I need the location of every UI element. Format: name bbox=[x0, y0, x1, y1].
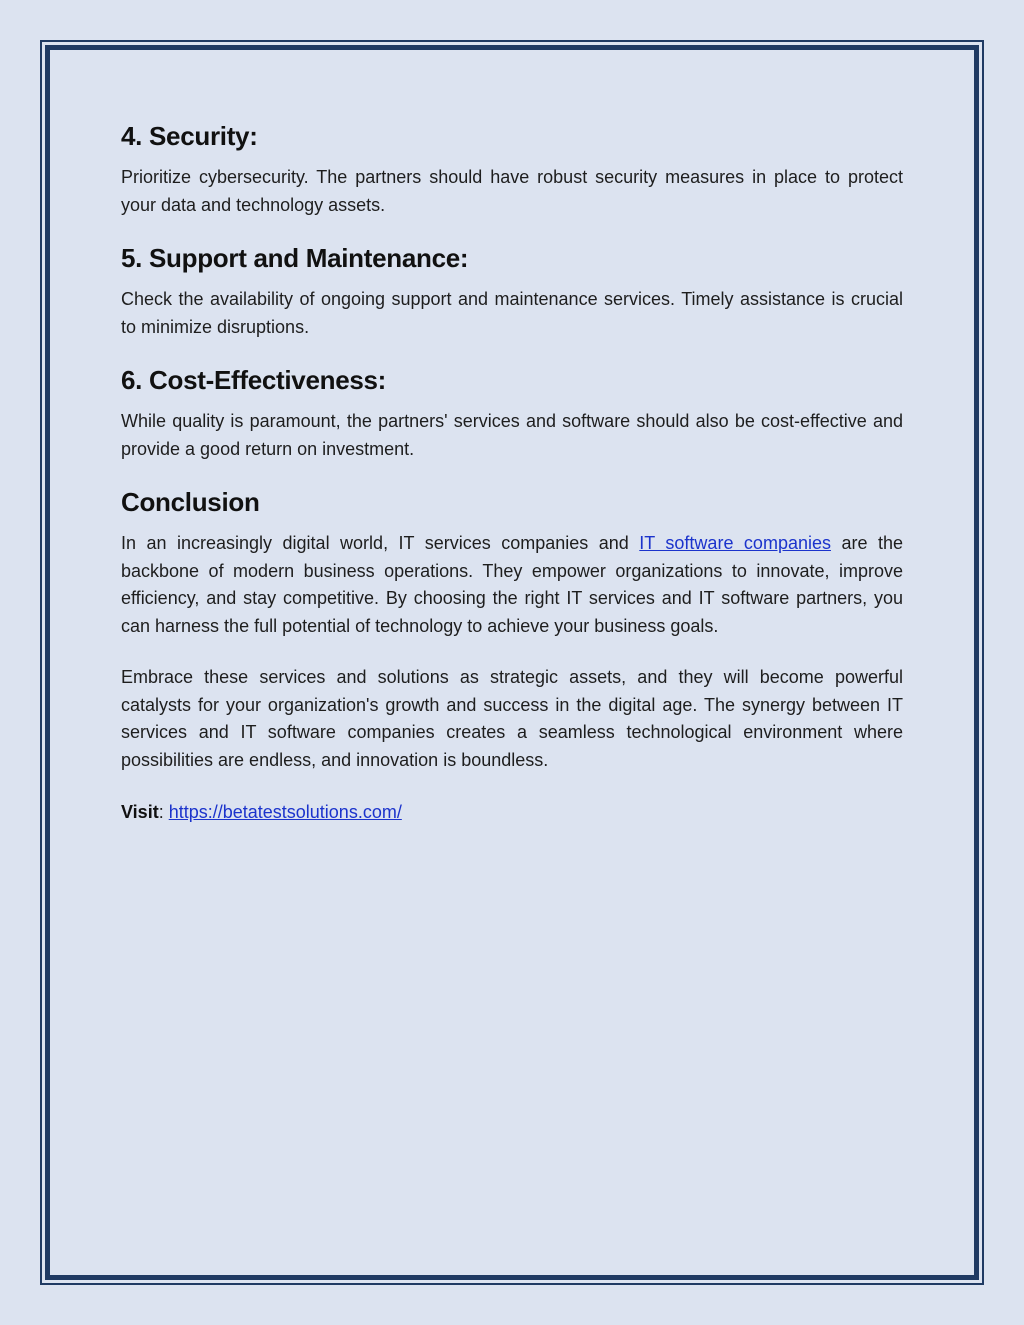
section-heading: 5. Support and Maintenance: bbox=[121, 243, 469, 273]
section-security bbox=[121, 118, 903, 219]
visit-label: Visit bbox=[121, 802, 159, 822]
it-software-companies-link[interactable]: IT software companies bbox=[639, 533, 831, 553]
section-body: While quality is paramount, the partners' services and software should also be cost-effective and provide a good return on investment. bbox=[121, 411, 903, 459]
conclusion-text-after-link: are the backbone of modern business operations. They empower organizations to innovate, improve efficiency, and stay competitive. By choosing the right IT services and IT software partners, you can harness the full potential of technology to achieve your business goals. bbox=[121, 533, 903, 636]
section-heading: 6. Cost-Effectiveness: bbox=[121, 365, 387, 395]
website-link[interactable]: https://betatestsolutions.com/ bbox=[168, 802, 402, 822]
conclusion-heading: Conclusion bbox=[121, 487, 260, 517]
section-conclusion bbox=[121, 484, 903, 640]
section-body: Check the availability of ongoing support and maintenance services. Timely assistance is crucial to minimize disruptions. bbox=[121, 289, 903, 337]
visit-line bbox=[121, 799, 903, 827]
conclusion-paragraph-1 bbox=[121, 530, 903, 640]
section-heading: 4. Security: bbox=[121, 121, 258, 151]
document-content bbox=[121, 118, 903, 827]
section-body: Prioritize cybersecurity. The partners should have robust security measures in place to protect your data and technology assets. bbox=[121, 167, 903, 215]
section-support bbox=[121, 240, 903, 341]
conclusion-paragraph-2: Embrace these services and solutions as strategic assets, and they will become powerful catalysts for your organization's growth and success in the digital age. The synergy between IT services and IT software companies creates a seamless technological environment where possibilities are endless, and innovation is boundless. bbox=[121, 667, 903, 770]
conclusion-text-before-link: In an increasingly digital world, IT services companies and bbox=[121, 533, 640, 553]
section-cost bbox=[121, 362, 903, 463]
visit-separator: : bbox=[158, 802, 169, 822]
